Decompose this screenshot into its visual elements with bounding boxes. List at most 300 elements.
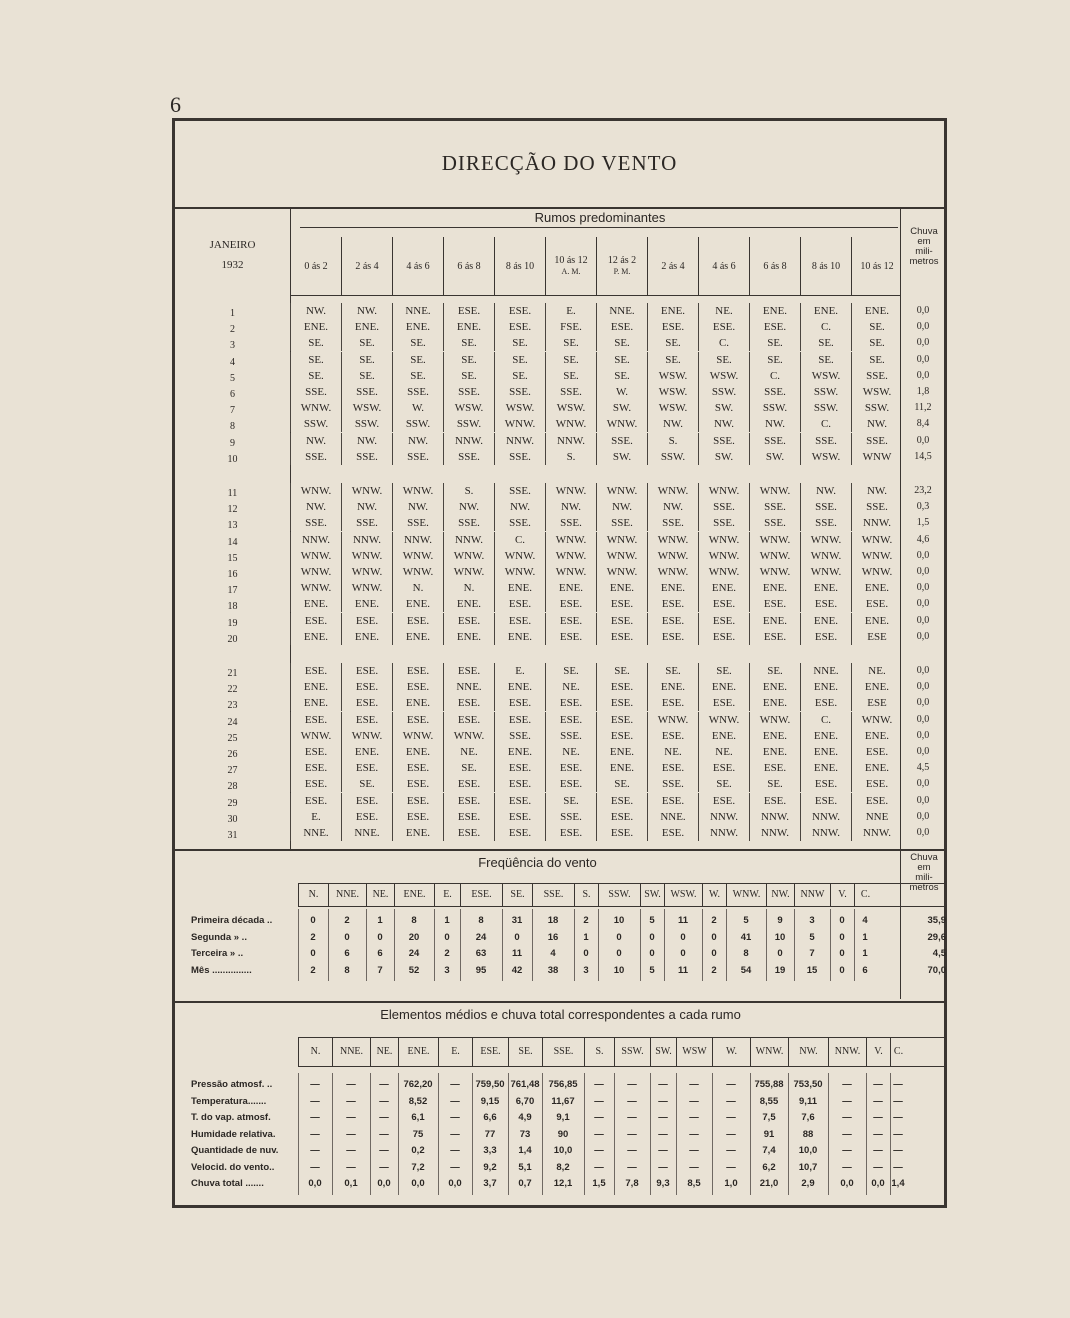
- wind-cell: SSW.: [443, 416, 494, 432]
- wind-cell: SE.: [290, 368, 341, 384]
- data-cell: 6: [862, 964, 868, 976]
- wind-cell: SSW.: [290, 416, 341, 432]
- column-header: WNW.: [750, 1038, 788, 1066]
- data-cell: 4,9: [518, 1112, 532, 1123]
- data-cell: 10,7: [798, 1161, 818, 1173]
- wind-cell: ESE.: [494, 825, 545, 841]
- wind-cell: ENE.: [800, 760, 851, 776]
- data-cell: —: [689, 1112, 699, 1123]
- wind-cell: NW.: [341, 433, 392, 449]
- data-cell: —: [310, 1145, 320, 1156]
- wind-cell: WNW.: [851, 712, 902, 728]
- wind-cell: SSE.: [290, 515, 341, 531]
- wind-cell: ESE.: [698, 613, 749, 629]
- wind-cell: SE.: [596, 776, 647, 792]
- wind-cell: ENE.: [392, 319, 443, 335]
- data-cell: 3,7: [483, 1178, 497, 1189]
- column-header: ESE.: [460, 884, 502, 906]
- wind-cell: ENE.: [851, 728, 902, 744]
- data-cell: 0: [839, 948, 845, 959]
- column-header: ENE.: [398, 1038, 438, 1066]
- data-cell: —: [893, 1079, 903, 1090]
- data-cell: 762,20: [403, 1079, 433, 1090]
- data-cell: —: [893, 1161, 903, 1173]
- data-row: [175, 1160, 946, 1176]
- column-header: E.: [438, 1038, 472, 1066]
- data-row: [175, 1176, 946, 1192]
- data-cell: 0,0: [411, 1178, 425, 1189]
- wind-cell: WSW.: [851, 384, 902, 400]
- data-cell: 6,6: [483, 1112, 497, 1123]
- data-cell: 0: [514, 931, 520, 943]
- data-cell: 1,4: [891, 1178, 905, 1189]
- title-box: [175, 121, 944, 209]
- rain-value: 0,0: [916, 549, 930, 561]
- wind-cell: SSE.: [443, 515, 494, 531]
- wind-cell: SSE.: [749, 515, 800, 531]
- wind-cell: ESE.: [341, 679, 392, 695]
- wind-cell: SW.: [698, 400, 749, 416]
- wind-cell: ESE.: [494, 319, 545, 335]
- rain-value: 0,0: [916, 681, 930, 693]
- wind-cell: ESE.: [596, 629, 647, 645]
- column-divider: [890, 1073, 891, 1195]
- wind-cell: NNE.: [647, 809, 698, 825]
- data-cell: —: [594, 1145, 604, 1156]
- wind-cell: ESE.: [392, 613, 443, 629]
- wind-cell: ESE.: [647, 825, 698, 841]
- data-cell: —: [873, 1161, 883, 1173]
- data-cell: 63: [475, 948, 487, 959]
- data-cell: —: [627, 1145, 637, 1156]
- hour-header-text: [812, 261, 840, 272]
- wind-cell: WNW.: [290, 483, 341, 499]
- column-divider: [328, 909, 329, 981]
- wind-cell: SSE.: [341, 384, 392, 400]
- wind-cell: SSE.: [698, 433, 749, 449]
- wind-cell: NW.: [392, 433, 443, 449]
- wind-cell: NW.: [341, 303, 392, 319]
- data-cell: —: [594, 1079, 604, 1090]
- wind-cell: SE.: [749, 335, 800, 351]
- data-cell: 1,4: [518, 1145, 532, 1156]
- wind-cell: NNW.: [392, 532, 443, 548]
- wind-cell: SSE.: [443, 449, 494, 465]
- rain-value: 0,0: [916, 778, 930, 790]
- frequency-header-row: [298, 883, 946, 907]
- wind-cell: ENE.: [851, 580, 902, 596]
- wind-cell: NW.: [290, 433, 341, 449]
- row-label: Terceira » ..: [191, 948, 244, 959]
- column-header: WSW: [676, 1038, 712, 1066]
- wind-cell: ESE.: [443, 809, 494, 825]
- wind-cell: WNW.: [290, 728, 341, 744]
- wind-cell: WNW.: [647, 564, 698, 580]
- wind-cell: ESE.: [290, 613, 341, 629]
- wind-cell: WNW.: [698, 712, 749, 728]
- column-header: SSE.: [542, 1038, 584, 1066]
- wind-cell: WNW.: [647, 483, 698, 499]
- wind-cell: ENE.: [647, 679, 698, 695]
- wind-cell: SSE.: [443, 384, 494, 400]
- rain-value: 0,0: [916, 827, 930, 838]
- data-cell: 1,0: [724, 1178, 738, 1189]
- wind-cell: ESE.: [749, 760, 800, 776]
- data-cell: 7: [377, 964, 383, 976]
- wind-cell: ENE.: [290, 629, 341, 645]
- wind-cell: ENE.: [800, 679, 851, 695]
- wind-cell: ESE.: [596, 825, 647, 841]
- wind-cell: E.: [290, 809, 341, 825]
- data-cell: 10: [613, 915, 625, 926]
- wind-cell: SE.: [800, 352, 851, 368]
- day-row: [175, 532, 946, 548]
- data-cell: 2: [711, 964, 717, 976]
- wind-cell: ESE.: [545, 825, 596, 841]
- data-cell: 9,3: [656, 1178, 670, 1189]
- rain-value: 4,6: [916, 533, 930, 545]
- wind-cell: SSE.: [545, 515, 596, 531]
- data-cell: —: [594, 1112, 604, 1123]
- wind-cell: SE.: [545, 352, 596, 368]
- column-header: NW.: [788, 1038, 828, 1066]
- wind-cell: ENE.: [698, 580, 749, 596]
- rain-value: 23,2: [914, 485, 932, 496]
- wind-cell: ESE.: [290, 744, 341, 760]
- wind-cell: ESE.: [392, 712, 443, 728]
- wind-cell: SE.: [698, 352, 749, 368]
- column-divider: [298, 909, 299, 981]
- wind-cell: ESE.: [341, 663, 392, 679]
- rain-header-line: em: [917, 236, 931, 247]
- rain-value: 0,0: [916, 369, 930, 381]
- day-row: [175, 400, 946, 416]
- data-cell: 95: [475, 964, 487, 976]
- wind-cell: ESE.: [494, 793, 545, 809]
- data-cell: —: [658, 1095, 668, 1107]
- wind-cell: SSE.: [800, 499, 851, 515]
- wind-cell: SSE.: [851, 433, 902, 449]
- column-divider: [472, 1073, 473, 1195]
- wind-cell: ESE.: [290, 663, 341, 679]
- wind-cell: ENE.: [596, 744, 647, 760]
- data-cell: 3,3: [483, 1145, 497, 1156]
- wind-cell: WNW.: [392, 728, 443, 744]
- data-cell: 77: [484, 1128, 496, 1140]
- wind-cell: ESE.: [443, 613, 494, 629]
- month-header: [175, 235, 290, 275]
- wind-cell: SW.: [698, 449, 749, 465]
- wind-cell: ESE.: [647, 596, 698, 612]
- data-cell: —: [379, 1095, 389, 1107]
- wind-cell: SSE.: [392, 515, 443, 531]
- wind-cell: NW.: [647, 499, 698, 515]
- rain-header-line: Chuva: [910, 226, 938, 237]
- wind-cell: ENE.: [494, 744, 545, 760]
- wind-cell: WNW.: [698, 548, 749, 564]
- data-cell: 8: [411, 915, 417, 926]
- data-cell: —: [893, 1145, 903, 1156]
- wind-cell: ESE.: [392, 793, 443, 809]
- wind-cell: NNW.: [800, 809, 851, 825]
- wind-cell: WNW.: [290, 564, 341, 580]
- wind-cell: NNW.: [443, 433, 494, 449]
- wind-cell: SSW.: [800, 384, 851, 400]
- hour-header-cell: [392, 237, 443, 295]
- day-row: [175, 760, 946, 776]
- wind-cell: NNW.: [494, 433, 545, 449]
- wind-cell: SE.: [647, 335, 698, 351]
- column-header: S.: [584, 1038, 614, 1066]
- wind-cell: WNW.: [545, 532, 596, 548]
- data-cell: —: [379, 1161, 389, 1173]
- wind-cell: ENE.: [341, 744, 392, 760]
- hour-header-line: A. M.: [561, 267, 581, 276]
- hour-header-cell: [443, 237, 494, 295]
- wind-cell: ENE.: [596, 760, 647, 776]
- hour-header-line: 10 ás 12: [860, 260, 894, 272]
- data-cell: 0: [444, 931, 450, 943]
- data-cell: 10,0: [798, 1145, 818, 1156]
- wind-cell: SE.: [392, 352, 443, 368]
- wind-cell: ESE.: [851, 776, 902, 792]
- data-cell: —: [450, 1128, 460, 1140]
- wind-cell: SSE.: [647, 515, 698, 531]
- day-number: 10: [227, 453, 238, 465]
- wind-cell: SSE.: [494, 728, 545, 744]
- data-cell: 8,55: [759, 1095, 779, 1107]
- data-cell: 0: [680, 931, 686, 943]
- column-header: ENE.: [394, 884, 434, 906]
- data-cell: 759,50: [475, 1079, 505, 1090]
- wind-cell: WNW.: [596, 564, 647, 580]
- hour-header-text: [608, 255, 636, 277]
- wind-cell: SE.: [494, 368, 545, 384]
- data-cell: —: [726, 1079, 736, 1090]
- data-cell: —: [689, 1145, 699, 1156]
- data-cell: —: [726, 1161, 736, 1173]
- wind-cell: ENE.: [290, 596, 341, 612]
- data-cell: 2: [310, 931, 316, 943]
- data-cell: 1: [377, 915, 383, 926]
- wind-cell: ESE.: [341, 793, 392, 809]
- hour-header-text: [661, 261, 684, 272]
- column-header: V.: [830, 884, 854, 906]
- wind-cell: NW.: [392, 499, 443, 515]
- wind-cell: WNW.: [545, 564, 596, 580]
- wind-cell: WSW.: [341, 400, 392, 416]
- wind-cell: NW.: [698, 416, 749, 432]
- day-number: 28: [227, 781, 238, 793]
- data-cell: 0: [711, 948, 717, 959]
- day-row: [175, 663, 946, 679]
- wind-direction-daily-table: [175, 207, 944, 851]
- table-frame: [172, 118, 947, 1208]
- wind-cell: WNW.: [392, 548, 443, 564]
- rain-value: 0,0: [916, 614, 930, 626]
- wind-cell: ESE.: [494, 695, 545, 711]
- data-cell: —: [893, 1095, 903, 1107]
- data-cell: 7,4: [762, 1145, 776, 1156]
- wind-cell: NW.: [545, 499, 596, 515]
- wind-cell: SE.: [698, 776, 749, 792]
- wind-cell: SE.: [494, 352, 545, 368]
- hour-header-line: 0 ás 2: [304, 260, 328, 272]
- wind-cell: ENE.: [851, 303, 902, 319]
- data-cell: —: [873, 1095, 883, 1107]
- column-divider: [794, 909, 795, 981]
- wind-cell: NW.: [443, 499, 494, 515]
- column-divider: [766, 909, 767, 981]
- day-row: [175, 352, 946, 368]
- wind-cell: WNW.: [341, 728, 392, 744]
- data-cell: 3: [809, 915, 815, 926]
- rain-value: 0,0: [916, 305, 930, 316]
- wind-cell: WNW.: [290, 548, 341, 564]
- wind-cell: NW.: [290, 499, 341, 515]
- wind-cell: ESE.: [392, 679, 443, 695]
- day-row: [175, 368, 946, 384]
- day-number: 24: [227, 716, 238, 728]
- wind-cell: SSE.: [290, 384, 341, 400]
- data-cell: —: [379, 1145, 389, 1156]
- wind-cell: ESE.: [545, 695, 596, 711]
- rain-header-line: mili-: [915, 872, 933, 883]
- wind-cell: WNW.: [545, 483, 596, 499]
- data-cell: 6,2: [762, 1161, 776, 1173]
- day-number: 18: [227, 601, 238, 613]
- data-cell: 0: [680, 948, 686, 959]
- wind-cell: NW.: [851, 416, 902, 432]
- rain-value: 8,4: [916, 418, 930, 430]
- data-cell: —: [842, 1145, 852, 1156]
- column-divider: [726, 909, 727, 981]
- data-cell: —: [893, 1112, 903, 1123]
- data-cell: 9,11: [799, 1095, 817, 1107]
- column-header: E.: [434, 884, 460, 906]
- wind-cell: NE.: [443, 744, 494, 760]
- hour-header-cell: [647, 237, 698, 295]
- wind-cell: ESE.: [698, 793, 749, 809]
- wind-cell: SSW.: [800, 400, 851, 416]
- wind-cell: NNW.: [545, 433, 596, 449]
- wind-cell: WSW.: [443, 400, 494, 416]
- wind-cell: C.: [494, 532, 545, 548]
- rain-value: 0,3: [916, 501, 930, 513]
- wind-cell: WNW.: [545, 548, 596, 564]
- hour-header-line: P. M.: [613, 267, 631, 276]
- hour-header-line: 6 ás 8: [763, 260, 787, 272]
- wind-cell: ENE.: [290, 679, 341, 695]
- column-header: NNW: [794, 884, 830, 906]
- column-header: NE.: [366, 884, 394, 906]
- wind-cell: NNE.: [290, 825, 341, 841]
- data-cell: 18: [547, 915, 559, 926]
- wind-cell: NNE.: [596, 303, 647, 319]
- wind-cell: SE.: [545, 368, 596, 384]
- wind-cell: ESE.: [800, 596, 851, 612]
- column-divider: [298, 1073, 299, 1195]
- hour-header-line: 2 ás 4: [355, 260, 379, 272]
- wind-cell: WNW.: [698, 532, 749, 548]
- data-cell: 19: [774, 964, 786, 976]
- wind-cell: W.: [596, 384, 647, 400]
- data-cell: —: [310, 1161, 320, 1173]
- rain-header: [901, 227, 947, 267]
- day-number: 29: [227, 797, 238, 809]
- rain-header-line: em: [917, 862, 931, 873]
- wind-cell: ENE.: [800, 728, 851, 744]
- day-row: [175, 695, 946, 711]
- data-cell: 12,1: [553, 1178, 573, 1189]
- data-cell: 11: [677, 964, 689, 976]
- wind-cell: ESE.: [647, 629, 698, 645]
- hour-header-text: [506, 261, 534, 272]
- day-row: [175, 712, 946, 728]
- day-row: [175, 629, 946, 645]
- wind-cell: ENE.: [392, 596, 443, 612]
- row-label: Mês ...............: [191, 964, 252, 976]
- data-cell: 4: [862, 915, 868, 926]
- wind-cell: ESE.: [698, 596, 749, 612]
- data-row: [175, 1127, 946, 1143]
- wind-cell: ENE.: [596, 580, 647, 596]
- wind-cell: SSE.: [749, 499, 800, 515]
- wind-cell: NE.: [698, 744, 749, 760]
- data-cell: 1: [444, 915, 450, 926]
- wind-cell: ESE.: [749, 319, 800, 335]
- wind-cell: SE.: [443, 352, 494, 368]
- wind-cell: ESE.: [443, 695, 494, 711]
- column-divider: [434, 909, 435, 981]
- wind-cell: E.: [494, 663, 545, 679]
- wind-cell: WNW.: [596, 532, 647, 548]
- wind-cell: ESE.: [647, 728, 698, 744]
- data-cell: —: [450, 1145, 460, 1156]
- month-label: JANEIRO: [209, 239, 256, 251]
- data-cell: 0: [777, 948, 783, 959]
- wind-cell: ENE.: [851, 760, 902, 776]
- wind-cell: ESE.: [290, 776, 341, 792]
- rain-value: 0,0: [916, 713, 930, 725]
- rain-value: 0,0: [916, 697, 930, 709]
- hour-header-line: 4 ás 6: [406, 260, 430, 272]
- data-cell: 38: [547, 964, 559, 976]
- rain-total: 70,0: [927, 964, 946, 976]
- wind-cell: ENE.: [341, 596, 392, 612]
- wind-cell: ESE.: [290, 712, 341, 728]
- wind-cell: ESE.: [341, 712, 392, 728]
- wind-cell: SSE.: [392, 384, 443, 400]
- day-number: 2: [230, 324, 235, 336]
- column-header: NW.: [766, 884, 794, 906]
- wind-cell: WNW.: [341, 548, 392, 564]
- wind-cell: SE.: [341, 352, 392, 368]
- data-cell: —: [689, 1128, 699, 1140]
- rain-value: 1,5: [916, 517, 930, 529]
- wind-cell: WNW.: [749, 548, 800, 564]
- rain-value: 0,0: [916, 353, 930, 365]
- hour-header-line: 6 ás 8: [457, 260, 481, 272]
- data-cell: 2: [711, 915, 717, 926]
- wind-cell: SE.: [290, 335, 341, 351]
- data-cell: 20: [408, 931, 420, 943]
- wind-cell: SE.: [545, 663, 596, 679]
- wind-cell: WNW.: [647, 532, 698, 548]
- wind-cell: SW.: [596, 449, 647, 465]
- wind-cell: ESE.: [596, 809, 647, 825]
- data-cell: —: [689, 1161, 699, 1173]
